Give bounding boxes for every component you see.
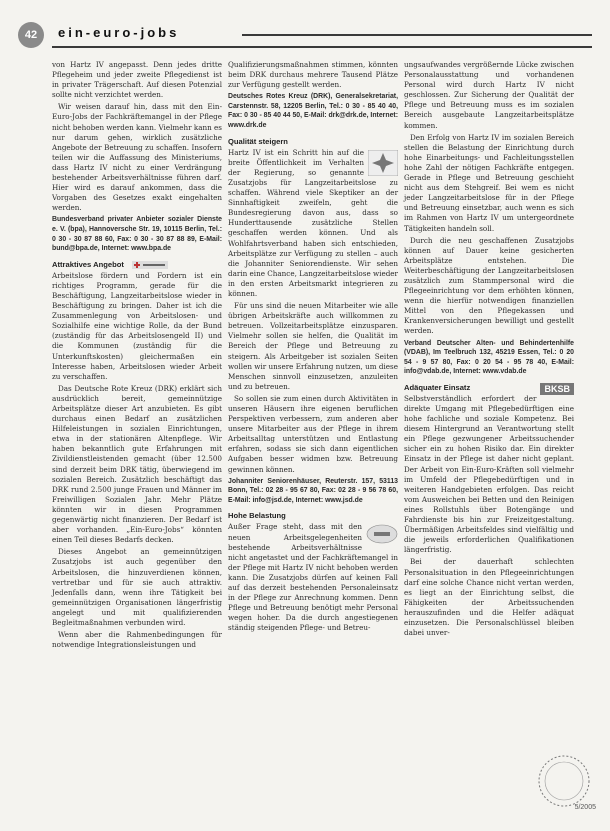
paragraph: Arbeitslose fördern und Fordern ist ein richtiges Programm, gerade für die Beschäftigung, Langzeitarbeitslose wieder in Beschäftigung zu bringen. Daher ist ich die Zusammenlegung von Arbeitslosen- und Sozialhilfe eine wichtige Rolle, da der Bund (zuständig für das Arbeitslosengeld II) und die Kommunen (zuständig für die Unterkunftskosten) gleichermaßen ein Interesse haben, Arbeitslosen wieder Arbeit zu verschaffen. (52, 270, 222, 381)
paragraph: Qualifizierungsmaßnahmen stimmen, könnten beim DRK durchaus mehrere Tausend Plätze zur Verfügung gestellt werden. (228, 60, 398, 90)
section-heading (404, 383, 574, 392)
running-head (52, 26, 592, 48)
paragraph: Wenn aber die Rahmenbedingungen für notwendige Integrationsleistungen und (52, 630, 222, 650)
running-head-rule (242, 34, 592, 36)
section-heading: Hohe Belastung (228, 511, 286, 521)
paragraph: Wir weisen darauf hin, dass mit den Ein-Euro-Jobs der Fachkräftemangel in der Pflege nicht behoben werden kann. Vielmehr kann es nur darum gehen, wirklich zusätzliche Angebote der Betreuung zu schaffen. Insofern teilen wir die Auffassung des Ministeriums, dass Hartz IV nicht zu einer Verdrängung bestehender Arbeitsverhältnisse führen darf. Hier wird es darauf ankommen, dass die Vorgaben des Gesetzes exakt eingehalten werden. (52, 102, 222, 213)
section-heading: Qualität steigern (228, 136, 288, 146)
contact-address: Verband Deutscher Alten- und Behindertenhilfe (VDAB), Im Teelbruch 132, 45219 Essen, Tel.: 0 20 54 - 9 57 80, Fax: 0 20 54 - 95 78 40, E-Mail: info@vdab.de, Internet: www.vdab.de (404, 339, 574, 376)
issue-number: 5/2005 (574, 804, 596, 811)
vdab-logo-icon (366, 524, 398, 544)
section-heading (52, 260, 222, 269)
column-2 (228, 60, 398, 635)
bksb-badge: BKSB (540, 383, 574, 395)
contact-address: Johanniter Seniorenhäuser, Reuterstr. 157, 53113 Bonn, Tel.: 02 28 - 95 67 80, Fax: 02 28 - 9 56 78 60, E-Mail: info@jsd.de, Internet: www.jsd.de (228, 477, 398, 504)
running-head-title: ein-euro-jobs (58, 25, 180, 40)
paragraph: So sollen sie zum einen durch Aktivitäten in unseren Häusern ihre eigenen beruflichen Perspektiven verbessern, zum anderen aber unsere Mitarbeiter aus der Pflege in ihrem Arbeitsalltag unterstützen und Entlastung erfahren, sodass sie sich dann eigentlichen Aufgaben besser widmen bzw. Betreuung gewinnen können. (228, 393, 398, 474)
column-1 (52, 60, 222, 652)
contact-address: Deutsches Rotes Kreuz (DRK), Generalsekretariat, Carstennstr. 58, 12205 Berlin, Tel.: 0 30 - 85 40 40, Fax: 0 30 - 85 40 44 50, E-Mail: drk@drk.de, Internet: www.drk.de (228, 93, 398, 130)
drk-logo-icon (132, 261, 168, 269)
column-3 (404, 60, 574, 640)
paragraph: Außer Frage steht, dass mit den neuen Arbeitsgelegenheiten bestehende Arbeitsverhältnisse nicht angetastet und der Fachkräftemangel in der Pflege mit Hartz IV nicht behoben werden kann. Die Zusatzjobs dürfen auf keinen Fall auf das derzeit bestehenden Personaleinsatz in der Pflege zur Anrechnung kommen. Denn Pflege und Betreuung benötigt mehr Personal wegen hoher. Da die durch angestiegenen ständig steigenden Pflege- und Betreu- (228, 522, 398, 633)
paragraph: von Hartz IV angepasst. Denn jedes dritte Pflegeheim und jeder zweite Pflegedienst ist in privater Trägerschaft. Auf diesen Potenzial sollte nicht verzichtet werden. (52, 60, 222, 100)
page-number: 42 (18, 22, 44, 48)
paragraph: ungsaufwandes vergrößernde Lücke zwischen Personalausstattung und vorhandenen Personal wird durch Hartz IV nicht geschlossen. Zur Sicherung der Qualität der Pflege und Betreuung muss es im sozialen Bereich ausgebaute Langzeitarbeitsplätze kommen. (404, 60, 574, 130)
heading-text: Adäquater Einsatz (404, 382, 471, 392)
johanniter-logo-icon (368, 150, 398, 176)
heading-text: Attraktives Angebot (52, 259, 124, 269)
paragraph: Hartz IV ist ein Schritt hin auf die breite Öffentlichkeit im Verhalten der Regierung, so genannte Zusatzjobs für Langzeitarbeitslose zu schaffen. Während viele Skeptiker an der Sinnhaftigkeit zweifeln, geht die Bundesregierung davon aus, dass so Hunderttausende zusätzliche Stellen geschaffen werden können. Und als Wohlfahrtsverband haben sich entschieden, Arbeitsplätze zur Verfügung zu stellen – auch die Johanniter Seniorendienste. Wir sehen darin eine Chance, Langzeitarbeitslose wieder in den ersten Arbeitsmarkt integrieren zu können. (228, 147, 398, 298)
magazine-stamp-icon (536, 753, 592, 809)
paragraph: Das Deutsche Rote Kreuz (DRK) erklärt sich ausdrücklich bereit, gemeinnützige Arbeitsplätze dieser Art anzubieten. Es gibt durchaus einen Bedarf an zusätzlichen Hilfeleistungen in sozialen Einrichtungen, etwa in der stationären Altenpflege. Wir haben bekanntlich gute Erfahrungen mit Zivildienstleistenden gemacht (über 12.500 sind derzeit beim DRK tätig, überwiegend im sozialen Bereich. Zusätzlich beschäftigt das DRK rund 2.500 junge Frauen und Männer im Freiwilligen Sozialen Jahr. Mehr Plätze könnten wir in diesen Programmen gegenwärtig nicht finanzieren. Der Bedarf ist aber vorhanden. „Ein-Euro-Jobs“ könnten einen Teil dieses Bedarfs decken. (52, 383, 222, 545)
paragraph: Den Erfolg von Hartz IV im sozialen Bereich stellen die Belastung der Einrichtung durch hohe Einarbeitungs- und Fachleitungsstellen hohe Zahl der nötigen Fachkräfte entgegen. Gerade in Pflege und Betreuung geschieht nicht aus dem Stehgreif. Bei wem es nicht jeder Langzeitarbeitslose für in der Pflege und Betreuung einsetzbar, auch wenn es sich im Rahmen von Hartz IV um untergeordnete Tätigkeiten handeln soll. (404, 132, 574, 233)
paragraph: Durch die neu geschaffenen Zusatzjobs können auf Dauer keine gesicherten Arbeitsplätze entstehen. Die Weiterbeschäftigung der Langzeitarbeitslosen zusätzlich zum Stammpersonal wird die Pflegeeinrichtung vor dem erhöhten können, wenn die hierfür notwendigen finanziellen Mittel von den Pflegekassen und Krankenversicherungen bewilligt und gestellt werden. (404, 235, 574, 336)
paragraph: Bei der dauerhaft schlechten Personalsituation in den Pflegeeinrichtungen darf eine solche Chance nicht vertan werden, es liegt an der Einrichtung selbst, die Fähigkeiten der Arbeitssuchenden herauszufinden und die Helfer adäquat einzusetzen. Die Personalschlüssel bleiben dabei unver- (404, 557, 574, 638)
paragraph: Dieses Angebot an gemeinnützigen Zusatzjobs ist auch gegenüber den Arbeitslosen, die hinzuverdienen können, vertretbar und für sie auch attraktiv. Jedenfalls dann, wenn ihre Tätigkeit bei gemeinnützigen Organisationen längerfristig angelegt und mit qualifizierenden Begleitmaßnahmen verbunden wird. (52, 547, 222, 627)
contact-address: Bundesverband privater Anbieter sozialer Dienste e. V. (bpa), Hannoversche Str. 19, 10115 Berlin, Tel.: 0 30 - 30 87 88 60, Fax: 0 30 - 30 87 88 89, E-Mail: bund@bpa.de, Internet: www.bpa.de (52, 216, 222, 253)
paragraph: Selbstverständlich erfordert der direkte Umgang mit Pflegebedürftigen eine hohe fachliche und soziale Kompetenz. Bei diesem Hintergrund an Verantwortung stellt ein Pflege gezwungener Arbeitssuchender sicher ein zu hohen Risiko dar. Ein direkter Einsatz in der Pflege ist daher nicht geplant. Der Arbeit von Ein-Euro-Kräften soll vielmehr im Umfeld der Pflegebedürftigen und in weiteren Handgebieten erfolgen. Das reicht vom Ausweichen bei Betten und den Reinigen eines Rollstuhls über Botengänge und Fahrdienste bis hin zur Freizeitgestaltung. Übermäßigen Arbeitsfeldes sind vielfältig und die jeweils erforderlichen Qualifikationen längerfristig. (404, 393, 574, 555)
paragraph: Für uns sind die neuen Mitarbeiter wie alle übrigen Arbeitskräfte auch willkommen zu betreuen. Vollzeitarbeitsplätze einzusparen. Vielmehr sollen sie helfen, die Qualität im Bereich der Pflege und Betreuung zu steigern. Als Arbeitgeber ist sozialen Seiten wollen wir unsere Erfahrung nutzen, um diese Menschen sinnvoll einzusetzen, anzuleiten und zu betreuen. (228, 301, 398, 391)
